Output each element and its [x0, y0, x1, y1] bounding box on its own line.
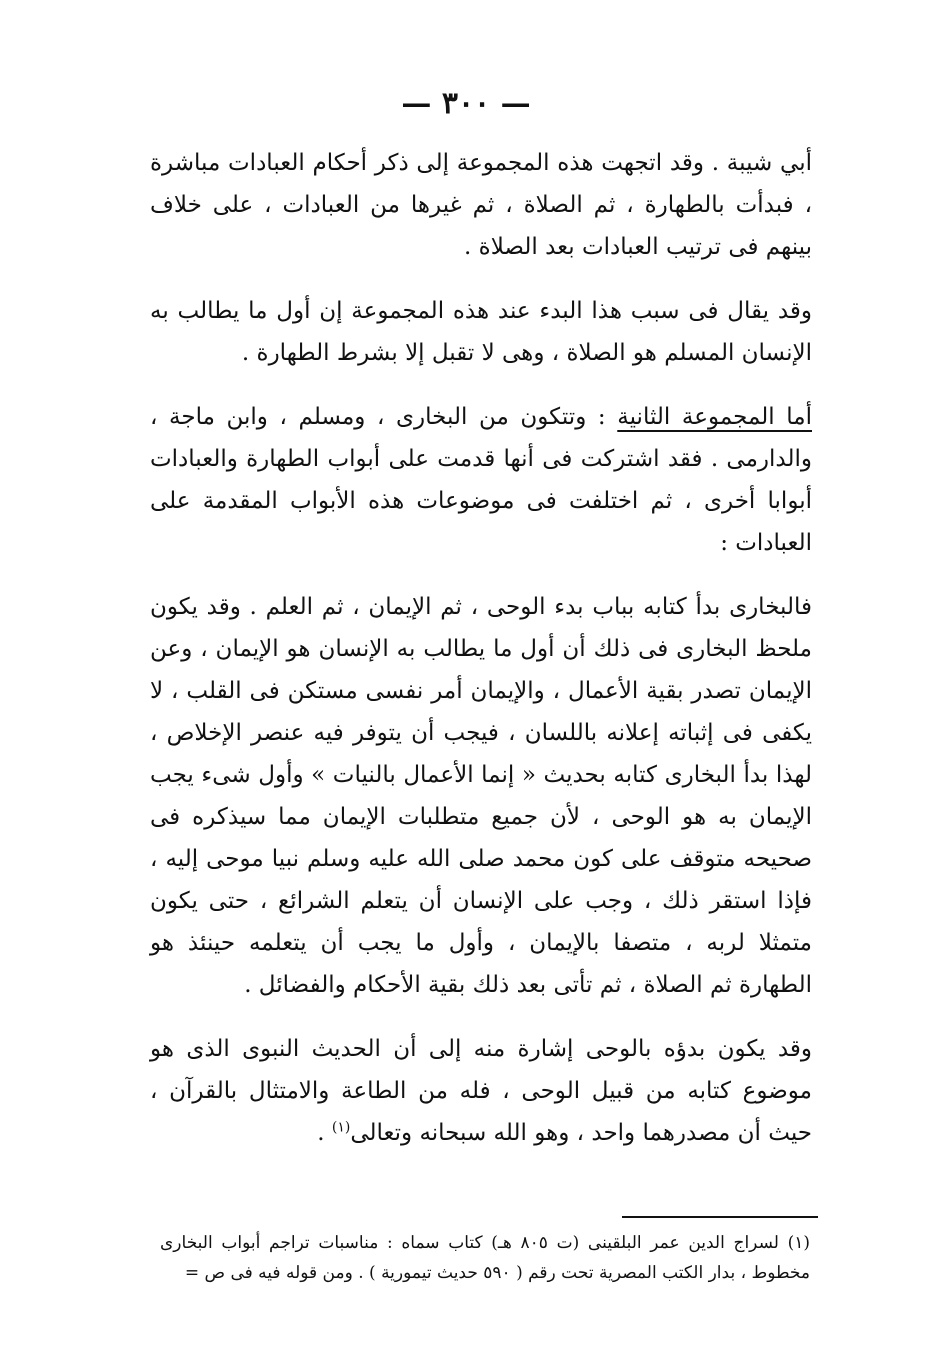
main-text: [150, 142, 812, 1176]
paragraph-5: [150, 1028, 812, 1154]
paragraph-2: وقد يقال فى سبب هذا البدء عند هذه المجموعة إن أول ما يطالب به الإنسان المسلم هو الصلاة ، وهى لا تقبل إلا بشرط الطهارة .: [150, 298, 812, 366]
footnote-reference: (١): [331, 1119, 351, 1136]
paragraph-3-text: : وتتكون من البخارى ، ومسلم ، وابن ماجة ، والدارمى . فقد اشتركت فى أنها قدمت على أبواب الطهارة والعبادات أبوابا أخرى ، ثم اختلفت فى موضوعات هذه الأبواب المقدمة على العبادات :: [150, 404, 812, 556]
footnote-divider: [622, 1216, 818, 1218]
paragraph-1: أبي شيبة . وقد اتجهت هذه المجموعة إلى ذكر أحكام العبادات مباشرة ، فبدأت بالطهارة ، ثم الصلاة ، ثم غيرها من العبادات ، على خلاف بينهم فى ترتيب العبادات بعد الصلاة .: [150, 150, 812, 260]
paragraph-5-end: .: [317, 1120, 332, 1146]
footnote-1: (١) لسراج الدين عمر البلقينى (ت ٨٠٥ هـ) كتاب سماه : مناسبات تراجم أبواب البخارى مخطوط ، بدار الكتب المصرية تحت رقم ( ٥٩٠ حديث تيمورية ) . ومن قوله فيه فى ص =: [160, 1233, 810, 1283]
paragraph-3: [150, 396, 812, 564]
page-number: — ٣٠٠ —: [401, 86, 531, 121]
section-heading-second-group: أما المجموعة الثانية: [617, 404, 812, 430]
footnotes: [160, 1228, 810, 1288]
paragraph-5-text: وقد يكون بدؤه بالوحى إشارة منه إلى أن الحديث النبوى الذى هو موضوع كتابه من قبيل الوحى ، فله من الطاعة والامتثال بالقرآن ، حيث أن مصدرهما واحد ، وهو الله سبحانه وتعالى: [150, 1036, 812, 1146]
paragraph-4: فالبخارى بدأ كتابه بباب بدء الوحى ، ثم الإيمان ، ثم العلم . وقد يكون ملحظ البخارى فى ذلك أن أول ما يطالب به الإنسان هو الإيمان ، وعن الإيمان تصدر بقية الأعمال ، والإيمان أمر نفسى مستكن فى القلب ، لا يكفى فى إثباته إعلانه باللسان ، فيجب أن يتوفر فيه عنصر الإخلاص ، لهذا بدأ البخارى كتابه بحديث « إنما الأعمال بالنيات » وأول شىء يجب الإيمان به هو الوحى ، لأن جميع متطلبات الإيمان مما سيذكره فى صحيحه متوقف على كون محمد صلى الله عليه وسلم نبيا موحى إليه ، فإذا استقر ذلك ، وجب على الإنسان أن يتعلم الشرائع ، حتى يكون متمثلا لربه ، متصفا بالإيمان ، وأول ما يجب أن يتعلمه حينئذ هو الطهارة ثم الصلاة ، ثم تأتى بعد ذلك بقية الأحكام والفضائل .: [150, 594, 812, 998]
